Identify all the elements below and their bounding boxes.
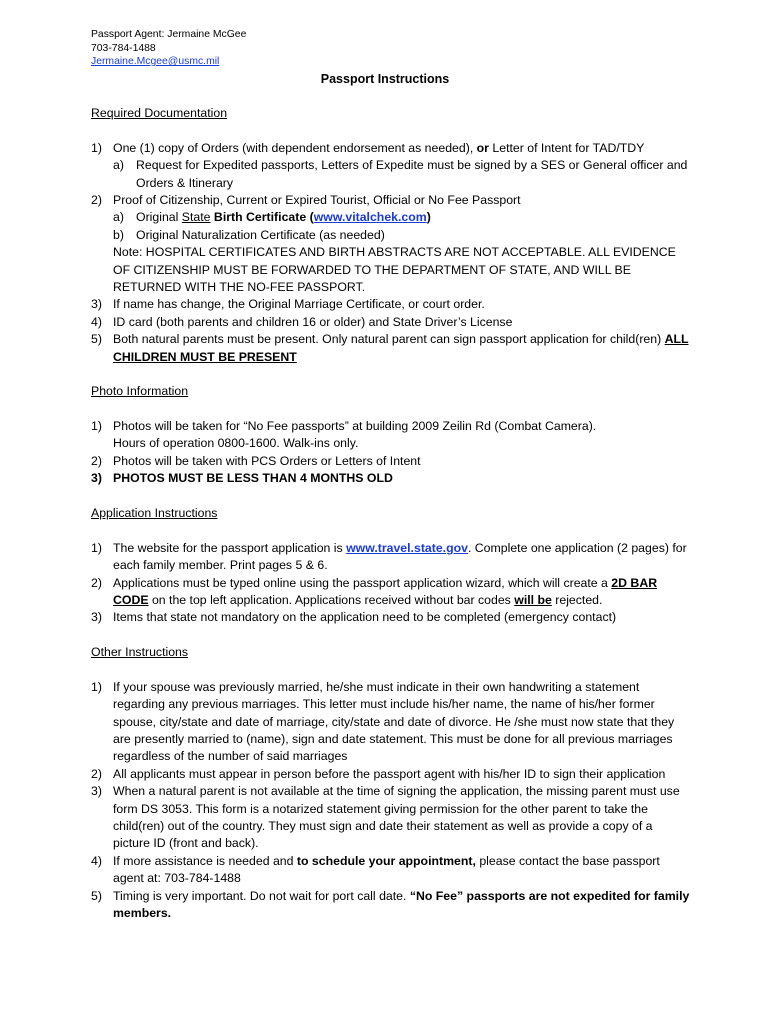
list-item: 2) Proof of Citizenship, Current or Expired Tourist, Official or No Fee Passport a) Original State Birth Certificate (www.vitalchek.com) b) Original Naturalization Certificate (as needed) Note: HOSPITAL CERTIFICATES AND BIRTH ABSTRACTS ARE NOT ACCEPTABLE. ALL EVIDENCE OF CITIZENSHIP MUST BE FORWARDED TO THE DEPARTMENT OF STATE, AND WILL BE RETURNED WITH THE NO-FEE PASSPORT. (91, 192, 691, 296)
list-item: 3) Items that state not mandatory on the application need to be completed (emergency contact) (91, 610, 617, 625)
agent-name: Passport Agent: Jermaine McGee (91, 29, 247, 40)
list-item: 2) Photos will be taken with PCS Orders or Letters of Intent (91, 453, 421, 468)
section-heading: Application Instructions (91, 506, 218, 520)
vitalchek-link[interactable]: www.vitalchek.com (313, 210, 427, 225)
other-instructions-section (91, 644, 691, 922)
list-item: 2) Applications must be typed online using the passport application wizard, which will create a 2D BAR CODE on the top left application. Applications received without bar codes will be rejected. (91, 575, 658, 608)
travel-state-link[interactable]: www.travel.state.gov (346, 540, 468, 555)
list-item: 1) If your spouse was previously married, he/she must indicate in their own handwriting a statement regarding any previous marriages. This letter must include his/her name, the name of his/her former spouse, city/state and date of marriage, city/state and date of divorce. He /she must now state that they are presently married to (name), sign and date statement. This must be done for all previous marriages regardless of the number of said marriages (91, 679, 675, 764)
photo-information-section (91, 383, 691, 487)
section-heading: Required Documentation (91, 106, 228, 120)
list-item: 1) Photos will be taken for “No Fee passports” at building 2009 Zeilin Rd (Combat Camera). Hours of operation 0800-1600. Walk-ins only. (91, 418, 597, 451)
agent-contact-header (91, 28, 246, 69)
required-documentation-section (91, 105, 691, 366)
section-heading: Photo Information (91, 384, 189, 398)
agent-phone: 703-784-1488 (91, 42, 156, 54)
application-instructions-section (91, 505, 691, 627)
page-title: Passport Instructions (320, 72, 450, 86)
list-item: 5) Both natural parents must be present. Only natural parent can sign passport application for child(ren) ALL CHILDREN MUST BE PRESENT (91, 332, 689, 364)
list-item: 4) If more assistance is needed and to schedule your appointment, please contact the base passport agent at: 703-784-1488 (91, 853, 660, 886)
list-item: 1) The website for the passport application is www.travel.state.gov. Complete one application (2 pages) for each family member. Print pages 5 & 6. (91, 540, 687, 573)
agent-email-link[interactable]: Jermaine.Mcgee@usmc.mil (91, 56, 220, 67)
sub-list-item: b) Original Naturalization Certificate (as needed) Note: HOSPITAL CERTIFICATES AND BIRTH ABSTRACTS ARE NOT ACCEPTABLE. ALL EVIDENCE OF CITIZENSHIP MUST BE FORWARDED TO THE DEPARTMENT OF STATE, AND WILL BE RETURNED WITH THE NO-FEE PASSPORT. (113, 227, 691, 297)
sub-list-item: a) Request for Expedited passports, Letters of Expedite must be signed by a SES or General officer and Orders & Itinerary (113, 158, 688, 190)
citizenship-note: Note: HOSPITAL CERTIFICATES AND BIRTH ABSTRACTS ARE NOT ACCEPTABLE. ALL EVIDENCE OF CITIZENSHIP MUST BE FORWARDED TO THE DEPARTMENT OF STATE, AND WILL BE RETURNED WITH THE NO-FEE PASSPORT. (113, 245, 676, 295)
list-item: 4) ID card (both parents and children 16 or older) and State Driver’s License (91, 314, 513, 329)
section-heading: Other Instructions (91, 645, 189, 659)
list-item: 1) One (1) copy of Orders (with dependent endorsement as needed), or Letter of Intent for TAD/TDY a) Request for Expedited passports, Letters of Expedite must be signed by a SES or General officer and Orders & Itinerary (91, 140, 691, 192)
list-item: 3) PHOTOS MUST BE LESS THAN 4 MONTHS OLD (91, 471, 393, 486)
list-item: 3) If name has change, the Original Marriage Certificate, or court order. (91, 297, 485, 312)
list-item: 3) When a natural parent is not available at the time of signing the application, the missing parent must use form DS 3053. This form is a notarized statement giving permission for the other parent to take the child(ren) out of the country. They must sign and date their statement as well as provide a copy of a picture ID (front and back). (91, 784, 680, 851)
sub-list-item: a) Original State Birth Certificate (www.vitalchek.com) (113, 210, 431, 225)
list-item: 2) All applicants must appear in person before the passport agent with his/her ID to sign their application (91, 766, 666, 781)
list-item: 5) Timing is very important. Do not wait for port call date. “No Fee” passports are not expedited for family members. (91, 888, 690, 921)
